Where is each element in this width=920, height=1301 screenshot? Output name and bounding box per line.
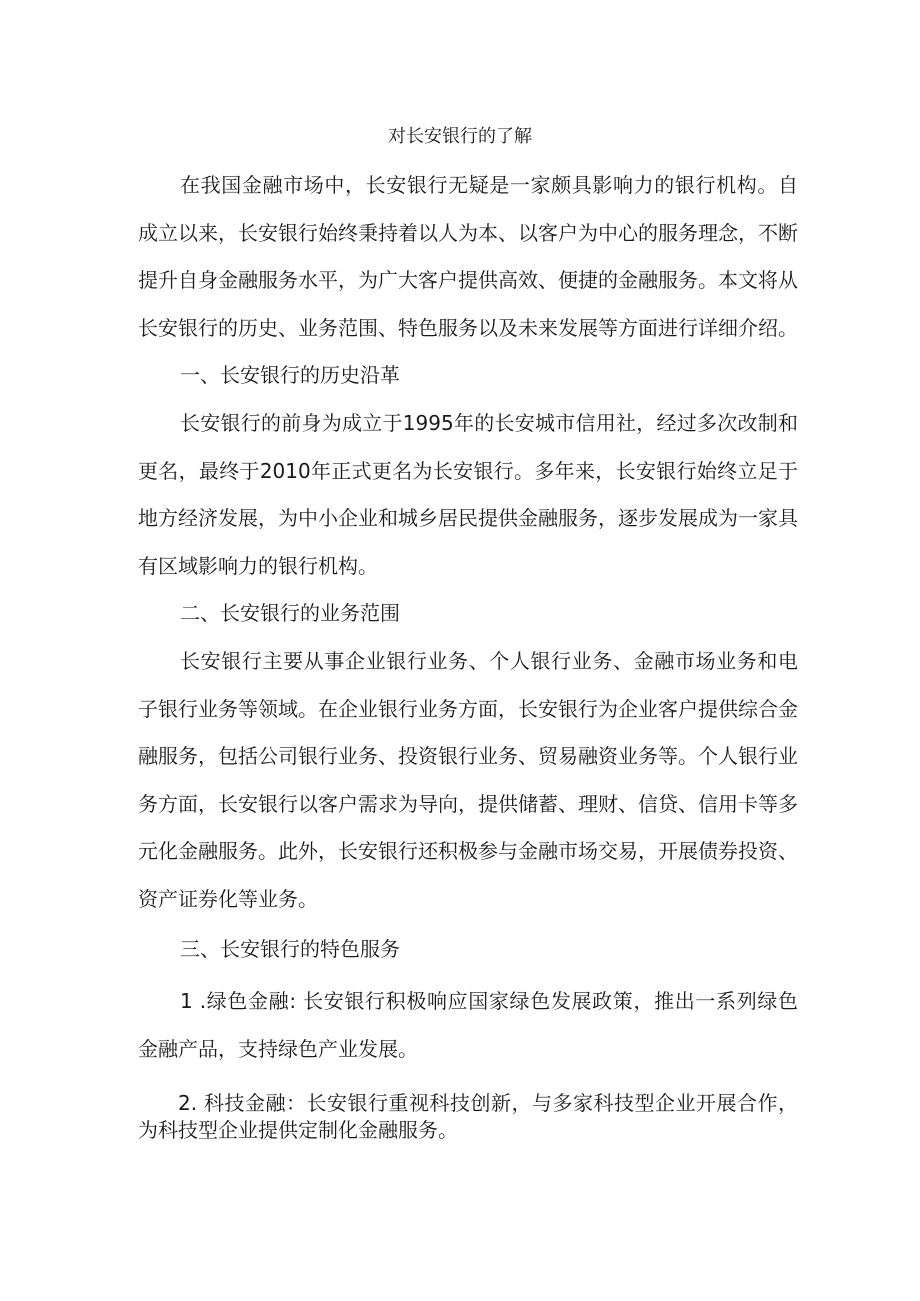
document-title: 对长安银行的了解: [388, 126, 532, 147]
intro-paragraph: 在我国金融市场中，长安银行无疑是一家颇具影响力的银行机构。自成立以来，长安银行始终秉持着以人为本、以客户为中心的服务理念，不断提升自身金融服务水平，为广大客户提供高效、便捷的金融服务。本文将从长安银行的历史、业务范围、特色服务以及未来发展等方面进行详细介绍。: [138, 173, 798, 340]
feature-item-green-finance: 1 .绿色金融: 长安银行积极响应国家绿色发展政策，推出一系列绿色金融产品，支持绿色产业发展。: [138, 989, 798, 1061]
section-heading-features: 三、长安银行的特色服务: [180, 937, 400, 961]
section-body-business: 长安银行主要从事企业银行业务、个人银行业务、金融市场业务和电子银行业务等领域。在企业银行业务方面，长安银行为企业客户提供综合金融服务，包括公司银行业务、投资银行业务、贸易融资业务等。个人银行业务方面，长安银行以客户需求为导向，提供储蓄、理财、信贷、信用卡等多元化金融服务。此外，长安银行还积极参与金融市场交易，开展债券投资、资产证券化等业务。: [138, 649, 798, 911]
section-heading-history: 一、长安银行的历史沿革: [180, 363, 400, 387]
section-body-history: 长安银行的前身为成立于1995年的长安城市信用社，经过多次改制和更名，最终于2010年正式更名为长安银行。多年来，长安银行始终立足于地方经济发展，为中小企业和城乡居民提供金融服务，逐步发展成为一家具有区域影响力的银行机构。: [138, 411, 798, 578]
section-heading-business: 二、长安银行的业务范围: [180, 601, 400, 625]
feature-item-tech-finance: 2. 科技金融：长安银行重视科技创新，与多家科技型企业开展合作，为科技型企业提供定制化金融服务。: [138, 1091, 798, 1142]
